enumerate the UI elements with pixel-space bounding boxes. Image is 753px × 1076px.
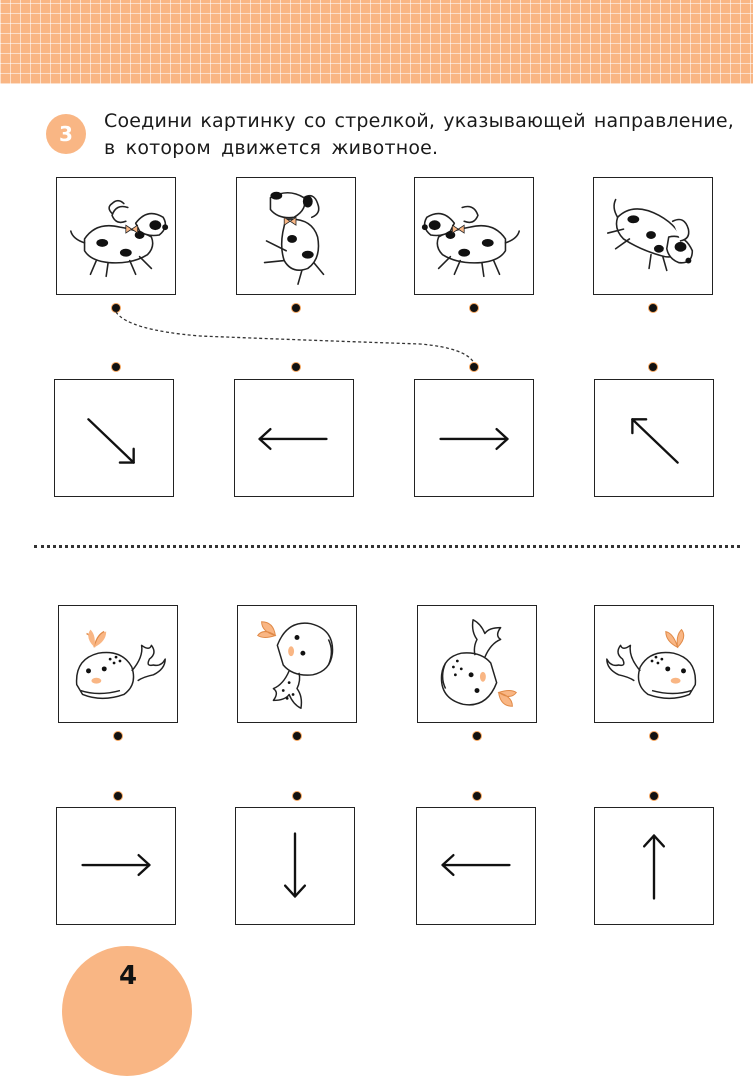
whale-arrow-box-1	[56, 807, 176, 925]
arrow-right-icon	[415, 380, 533, 496]
whale-picture-2	[237, 605, 357, 723]
dog-arrow-box-1	[54, 379, 174, 497]
section-separator	[34, 545, 740, 548]
arrow-left-icon	[417, 808, 535, 924]
instruction-line-1: Соедини картинку со стрелкой, указывающей направление,	[104, 110, 734, 132]
whale-right-icon	[595, 606, 713, 722]
whale-arrow-1-dot[interactable]	[113, 791, 123, 801]
whale-arrow-2-dot[interactable]	[292, 791, 302, 801]
whale-picture-1	[58, 605, 178, 723]
whale-picture-3	[417, 605, 537, 723]
whale-picture-4-dot[interactable]	[649, 731, 659, 741]
arrow-up-icon	[595, 808, 713, 924]
whale-arrow-box-2	[235, 807, 355, 925]
whale-up-icon	[238, 606, 356, 722]
task-number-badge: 3	[46, 114, 86, 154]
whale-arrow-box-4	[594, 807, 714, 925]
dog-arrow-box-4	[594, 379, 714, 497]
arrow-up-left-icon	[595, 380, 713, 496]
whale-arrow-box-3	[416, 807, 536, 925]
arrow-down-icon	[236, 808, 354, 924]
arrow-left-icon	[235, 380, 353, 496]
whale-picture-3-dot[interactable]	[472, 731, 482, 741]
arrow-right-icon	[57, 808, 175, 924]
page-number: 4	[118, 961, 138, 991]
whale-arrow-4-dot[interactable]	[649, 791, 659, 801]
whale-picture-4	[594, 605, 714, 723]
whale-picture-2-dot[interactable]	[292, 731, 302, 741]
whale-picture-1-dot[interactable]	[113, 731, 123, 741]
whale-down-icon	[418, 606, 536, 722]
dog-arrow-box-2	[234, 379, 354, 497]
dog-arrow-box-3	[414, 379, 534, 497]
instruction-line-2: в котором движется животное.	[104, 137, 439, 159]
whale-left-icon	[59, 606, 177, 722]
whale-arrow-3-dot[interactable]	[472, 791, 482, 801]
arrow-down-right-icon	[55, 380, 173, 496]
